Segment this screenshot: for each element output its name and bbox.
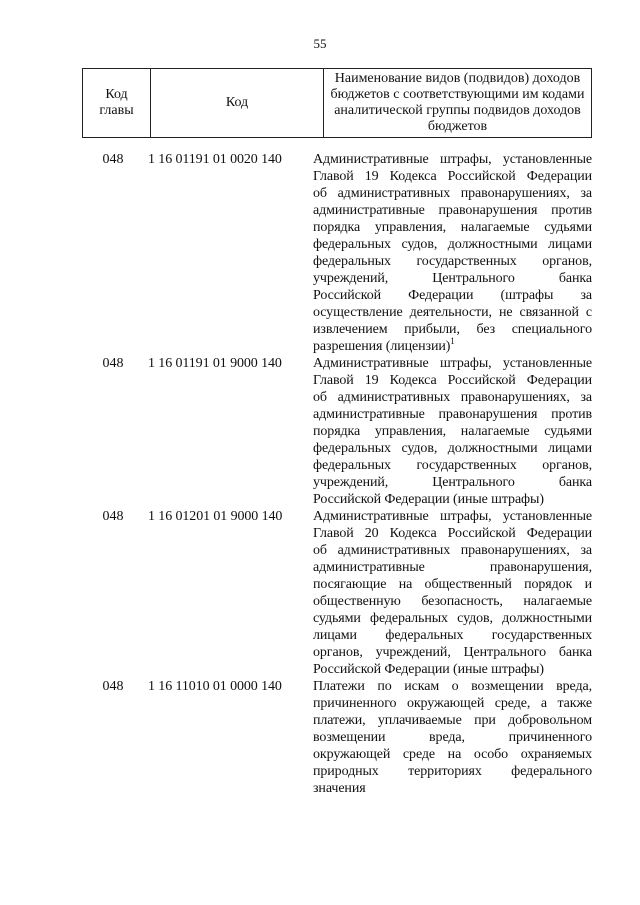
name-line: административные правонарушения, [313, 560, 592, 575]
page-number: 55 [313, 36, 327, 51]
name-line: судьями федеральных судов, должностными [313, 611, 592, 626]
table-row [82, 508, 594, 678]
name-line: органов, учреждений, Центрального банка [313, 645, 592, 660]
revenue-name [313, 508, 592, 678]
name-line: учреждений, Центрального банка [313, 271, 592, 286]
chapter-code: 048 [102, 356, 124, 371]
name-line: возмещении вреда, причиненного [313, 730, 592, 745]
name-line: причиненного окружающей среде, а также [313, 696, 592, 711]
footnote-marker: 1 [450, 336, 455, 346]
name-line: общественную безопасность, налагаемые [313, 594, 592, 609]
name-line: федеральных судов, должностными лицами [313, 237, 592, 252]
name-line: лицами федеральных государственных [313, 628, 592, 643]
name-line: Административные штрафы, установленные [313, 152, 592, 167]
name-line: об административных правонарушениях, за [313, 543, 592, 558]
name-line: осуществление деятельности, не связанной с [313, 305, 592, 320]
name-line: окружающей среде на особо охраняемых [313, 747, 592, 762]
revenue-code: 1 16 01191 01 9000 140 [148, 356, 282, 371]
table-row [82, 355, 594, 508]
name-line: учреждений, Центрального банка [313, 475, 592, 490]
table-row [82, 678, 594, 797]
name-line: платежи, уплачиваемые при добровольном [313, 713, 592, 728]
header-name: Наименование видов (подвидов) доходов бюджетов с соответствующими им кодами аналитической группы подвидов доходов бюджетов [324, 69, 592, 138]
name-line: об административных правонарушениях, за [313, 390, 592, 405]
revenue-code: 1 16 01191 01 0020 140 [148, 152, 282, 167]
name-line-last [313, 338, 592, 355]
name-line: порядка управления, налагаемые судьями [313, 220, 592, 235]
name-line: порядка управления, налагаемые судьями [313, 424, 592, 439]
name-line: административные правонарушения против [313, 203, 592, 218]
header-chapter-code: Код главы [83, 69, 151, 138]
name-line: административные правонарушения против [313, 407, 592, 422]
name-line: Платежи по искам о возмещении вреда, [313, 679, 592, 694]
table-row [82, 151, 594, 355]
name-line: об административных правонарушениях, за [313, 186, 592, 201]
header-code: Код [151, 69, 324, 138]
revenue-name [313, 678, 592, 797]
name-line: федеральных государственных органов, [313, 458, 592, 473]
name-line: природных территориях федерального [313, 764, 592, 779]
table-header [82, 68, 592, 138]
name-line: Главой 20 Кодекса Российской Федерации [313, 526, 592, 541]
name-line: Российской Федерации (иные штрафы) [313, 662, 544, 677]
revenue-name [313, 355, 592, 508]
name-line: федеральных государственных органов, [313, 254, 592, 269]
name-line: разрешения (лицензии) [313, 339, 451, 354]
name-line: Российской Федерации (штрафы за [313, 288, 592, 303]
chapter-code: 048 [102, 152, 124, 167]
name-line: Российской Федерации (иные штрафы) [313, 492, 544, 507]
name-line: Административные штрафы, установленные [313, 509, 592, 524]
name-line: Административные штрафы, установленные [313, 356, 592, 371]
table-body [82, 151, 594, 797]
name-line: Главой 19 Кодекса Российской Федерации [313, 373, 592, 388]
revenue-code: 1 16 11010 01 0000 140 [148, 679, 282, 694]
chapter-code: 048 [102, 509, 124, 524]
chapter-code: 048 [102, 679, 124, 694]
name-line: извлечением прибыли, без специального [313, 322, 592, 337]
revenue-name [313, 151, 592, 355]
revenue-code: 1 16 01201 01 9000 140 [148, 509, 283, 524]
name-line: посягающие на общественный порядок и [313, 577, 592, 592]
name-line: Главой 19 Кодекса Российской Федерации [313, 169, 592, 184]
name-line: федеральных судов, должностными лицами [313, 441, 592, 456]
name-line: значения [313, 781, 366, 796]
